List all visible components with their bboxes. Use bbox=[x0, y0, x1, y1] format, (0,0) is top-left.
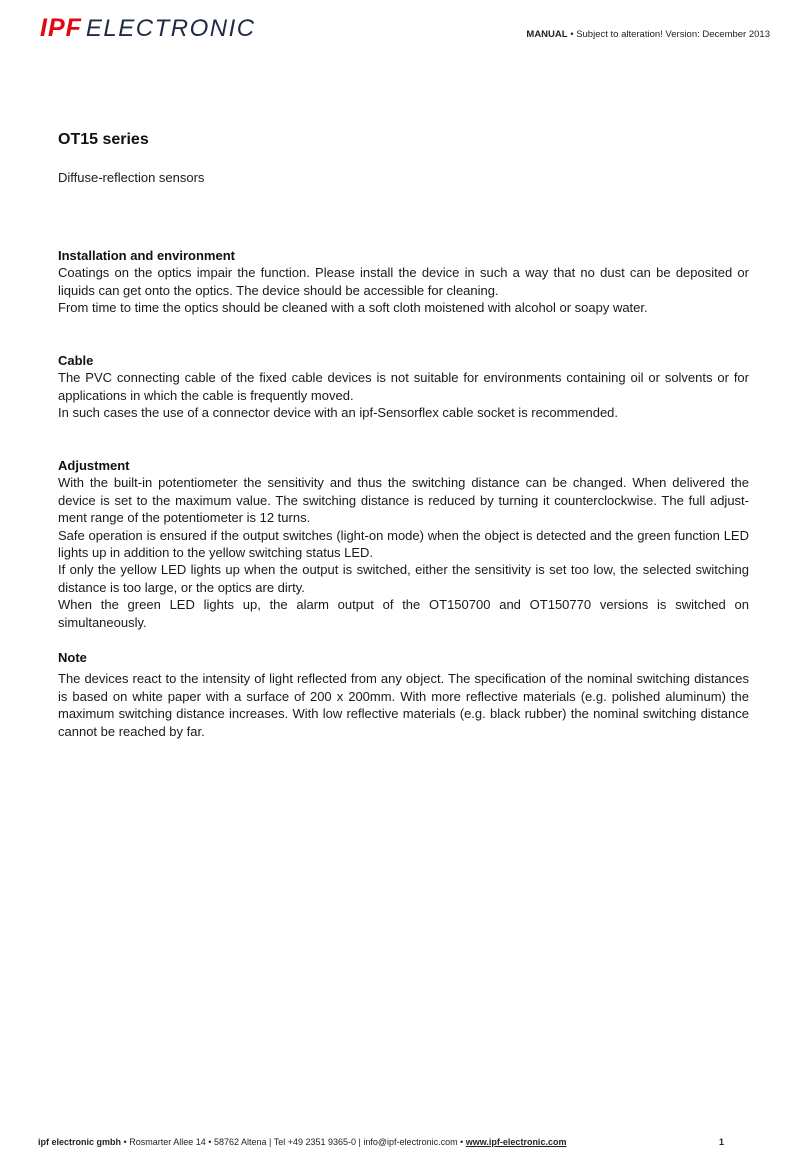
section-heading: Adjustment bbox=[58, 458, 130, 473]
header-separator: • bbox=[570, 29, 574, 40]
section-heading: Installation and environment bbox=[58, 248, 235, 263]
section-note bbox=[58, 649, 749, 740]
footer-separator: • bbox=[123, 1137, 127, 1147]
section-heading: Note bbox=[58, 650, 87, 665]
section-paragraph: In such cases the use of a connector device with an ipf-Sensorflex cable socket is recommended. bbox=[58, 405, 619, 421]
section-cable bbox=[58, 352, 749, 422]
footer-address: Rosmarter Allee 14 bbox=[129, 1137, 206, 1147]
page-subtitle: Diffuse-reflection sensors bbox=[58, 170, 205, 185]
header-version-note bbox=[526, 29, 770, 40]
footer-separator: | bbox=[358, 1137, 361, 1147]
footer-city: 58762 Altena bbox=[213, 1137, 267, 1147]
logo-ipf: IPF bbox=[40, 14, 82, 42]
section-paragraph: From time to time the optics should be cleaned with a soft cloth moistened with alcohol or soapy water. bbox=[58, 300, 648, 316]
footer-separator: • bbox=[460, 1137, 464, 1147]
section-paragraph: The PVC connecting cable of the fixed cable devices is not suitable for environments containing oil or solvents or for applications in which the cable is frequently moved. bbox=[58, 370, 749, 403]
footer-company: ipf electronic gmbh bbox=[38, 1137, 122, 1147]
section-paragraph: Coatings on the optics impair the function. Please install the device in such a way that no dust can be deposited or liquids can get onto the optics. The device should be accessible for cleaning. bbox=[58, 265, 749, 298]
footer-email-link[interactable]: info@ipf-electronic.com bbox=[363, 1137, 458, 1147]
section-paragraph: With the built-in potentiometer the sensitivity and thus the switching distance can be changed. When delivered the device is set to the maximum value. The switching distance is reduced by turning it counterclockwise. The full adjust-ment range of the potentiometer is 12 turns. bbox=[58, 475, 749, 526]
company-logo bbox=[40, 14, 256, 43]
section-heading: Cable bbox=[58, 353, 94, 368]
doc-type: MANUAL bbox=[526, 29, 568, 40]
footer-separator: • bbox=[208, 1137, 212, 1147]
section-paragraph: If only the yellow LED lights up when the output is switched, either the sensitivity is set too low, the selected switching distance is too large, or the optics are dirty. bbox=[58, 562, 749, 595]
version-note: Subject to alteration! Version: December 2013 bbox=[576, 29, 770, 40]
footer-separator: | bbox=[269, 1137, 272, 1147]
section-adjustment bbox=[58, 457, 749, 631]
page-title: OT15 series bbox=[58, 131, 149, 148]
section-paragraph: When the green LED lights up, the alarm output of the OT150700 and OT150770 versions is switched on simultaneously. bbox=[58, 597, 749, 630]
logo-electronic: ELECTRONIC bbox=[85, 15, 256, 42]
section-paragraph: The devices react to the intensity of light reflected from any object. The specification of the nominal switching distances is based on white paper with a surface of 200 x 200mm. With more reflective materials (e.g. polished aluminum) the maximum switching distance increases. With low reflective materials (e.g. black rubber) the nominal switching distance cannot be reached by far. bbox=[58, 671, 749, 739]
section-paragraph: Safe operation is ensured if the output switches (light-on mode) when the object is detected and the green function LED lights up in addition to the yellow switching status LED. bbox=[58, 527, 749, 561]
footer-tel: Tel +49 2351 9365-0 bbox=[273, 1137, 357, 1147]
page-number: 1 bbox=[718, 1137, 724, 1147]
footer-website-link[interactable]: www.ipf-electronic.com bbox=[465, 1137, 567, 1147]
section-installation bbox=[58, 247, 749, 317]
page-footer bbox=[38, 1137, 724, 1147]
